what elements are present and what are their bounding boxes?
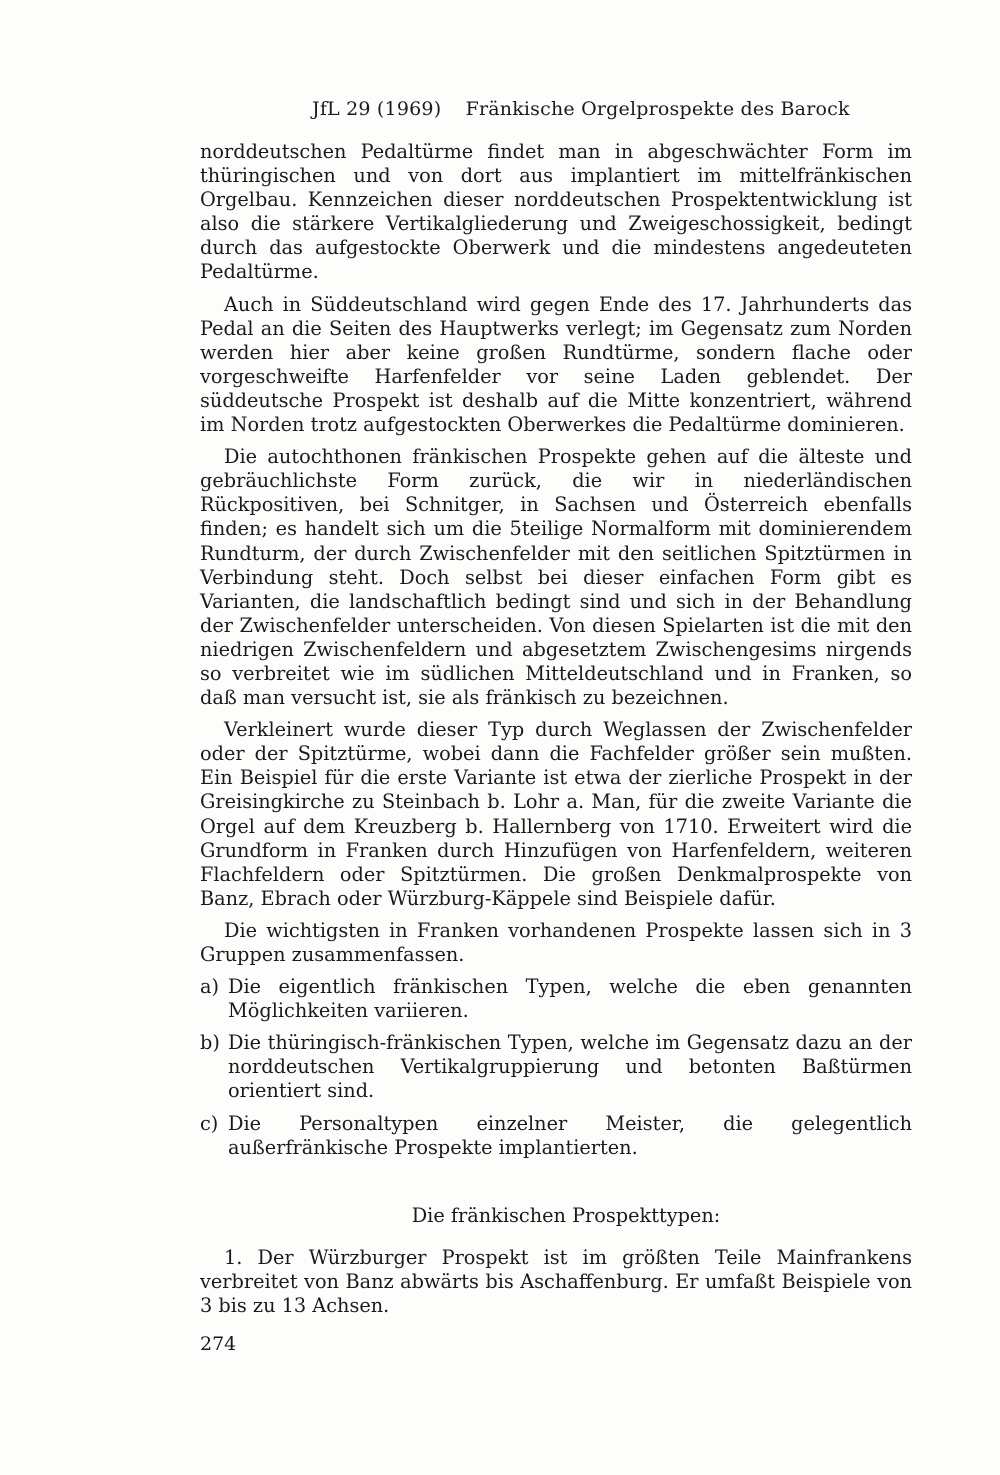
journal-reference: JfL 29 (1969) <box>312 98 442 120</box>
list-item <box>200 1031 912 1103</box>
body-text <box>200 140 912 1318</box>
paragraph: Auch in Süddeutschland wird gegen Ende des 17. Jahrhunderts das Pedal an die Seiten des Hauptwerks verlegt; im Gegensatz zum Norden werden hier aber keine großen Rundtürme, sondern flache oder vorgeschweifte Harfenfelder vor seine Laden geblendet. Der süddeutsche Prospekt ist deshalb auf die Mitte konzentriert, während im Norden trotz aufgestockten Oberwerkes die Pedaltürme dominieren. <box>200 292 912 437</box>
list-marker: b) <box>200 1031 220 1055</box>
list-item <box>200 1112 912 1160</box>
running-head <box>312 98 850 120</box>
list-item-text: Die thüringisch-fränkischen Typen, welche im Gegensatz dazu an der norddeutschen Vertikalgruppierung und betonten Baßtürmen orientiert sind. <box>228 1031 912 1103</box>
list-item-text: Die Personaltypen einzelner Meister, die gelegentlich außerfränkische Prospekte implantierten. <box>228 1111 912 1159</box>
list-item <box>200 975 912 1023</box>
paragraph: Verkleinert wurde dieser Typ durch Weglassen der Zwischenfelder oder der Spitztürme, wobei dann die Fachfelder größer sein mußten. Ein Beispiel für die erste Variante ist etwa der zierliche Prospekt in der Greisingkirche zu Steinbach b. Lohr a. Man, für die zweite Variante die Orgel auf dem Kreuzberg b. Hallernberg von 1710. Erweitert wird die Grundform in Franken durch Hinzufügen von Harfenfeldern, weiteren Flachfeldern oder Spitztürmen. Die großen Denkmalprospekte von Banz, Ebrach oder Würzburg-Käppele sind Beispiele dafür. <box>200 718 912 910</box>
list-item-text: Die eigentlich fränkischen Typen, welche die eben genannten Möglichkeiten variieren. <box>228 975 912 1023</box>
chapter-title: Fränkische Orgelprospekte des Barock <box>465 98 850 120</box>
paragraph: Die autochthonen fränkischen Prospekte gehen auf die älteste und gebräuchlichste Form zurück, die wir in niederländischen Rückpositiven, bei Schnitger, in Sachsen und Österreich ebenfalls finden; es handelt sich um die 5teilige Normalform mit dominierendem Rundturm, der durch Zwischenfelder mit den seitlichen Spitztürmen in Verbindung steht. Doch selbst bei dieser einfachen Form gibt es Varianten, die landschaftlich bedingt sind und sich in der Behandlung der Zwischenfelder unterscheiden. Von diesen Spielarten ist die mit den niedrigen Zwischenfeldern und abgesetztem Zwischengesims nirgends so verbreitet wie im südlichen Mitteldeutschland und in Franken, so daß man versucht ist, sie als fränkisch zu bezeichnen. <box>200 445 912 710</box>
page-number: 274 <box>200 1333 237 1355</box>
list-marker: c) <box>200 1111 219 1135</box>
paragraph: norddeutschen Pedaltürme findet man in abgeschwächter Form im thüringischen und von dort aus implantiert im mittelfränkischen Orgelbau. Kennzeichen dieser norddeutschen Prospektentwicklung ist also die stärkere Vertikalgliederung und Zweigeschossigkeit, bedingt durch das aufgestockte Oberwerk und die mindestens angedeuteten Pedaltürme. <box>200 140 912 284</box>
paragraph: 1. Der Würzburger Prospekt ist im größten Teile Mainfrankens verbreitet von Banz abwärts bis Aschaffenburg. Er umfaßt Beispiele von 3 bis zu 13 Achsen. <box>200 1245 912 1318</box>
paragraph: Die wichtigsten in Franken vorhandenen Prospekte lassen sich in 3 Gruppen zusammenfassen. <box>200 918 912 966</box>
list-marker: a) <box>200 975 220 999</box>
section-heading: Die fränkischen Prospekttypen: <box>411 1203 721 1227</box>
